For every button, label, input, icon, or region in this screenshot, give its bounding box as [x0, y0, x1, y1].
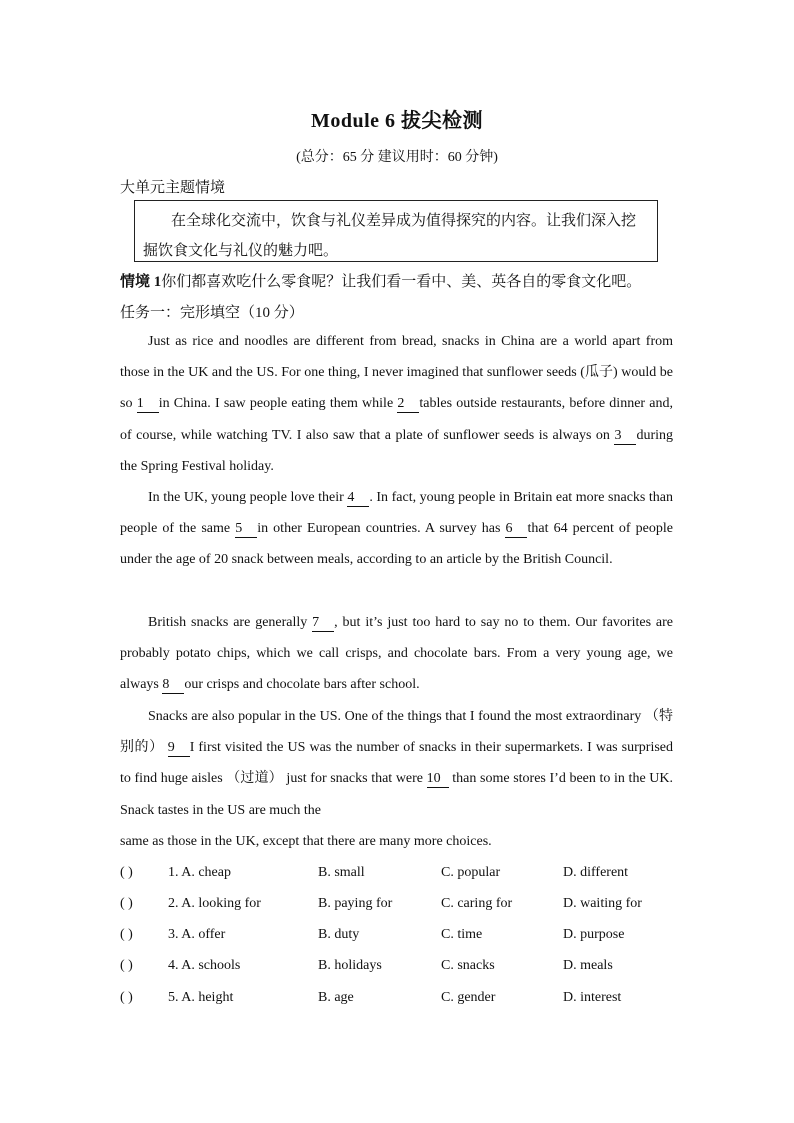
blank-3: 3: [614, 428, 636, 445]
option-c: C. popular: [441, 865, 501, 880]
answer-paren[interactable]: ( ): [120, 865, 133, 880]
task-label: 任务一：完形填空（10 分）: [120, 305, 304, 321]
page-title: Module 6 拔尖检测: [310, 110, 484, 132]
passage-text: same as those in the UK, except that there are many more choices.: [120, 833, 492, 849]
blank-1: 1: [137, 396, 159, 413]
scenario-line: [120, 270, 641, 291]
blank-5: 5: [235, 521, 257, 538]
intro-label: 大单元主题情境: [120, 180, 226, 196]
passage-text: In the UK, young people love their: [148, 490, 344, 505]
option-a: 3. A. offer: [168, 927, 226, 942]
passage-text: Snacks are also popular in the US. One of the things that I found the most extraordinary （特别的）: [120, 709, 673, 756]
blank-10: 10: [427, 771, 449, 788]
option-b: B. small: [318, 865, 365, 880]
option-d: D. waiting for: [563, 896, 642, 911]
option-d: D. purpose: [563, 927, 625, 942]
blank-9: 9: [168, 740, 190, 757]
intro-box: [134, 200, 658, 262]
intro-box-text: 在全球化交流中，饮食与礼仪差异成为值得探究的内容。让我们深入挖掘饮食文化与礼仪的魅力吧。: [143, 213, 637, 259]
scenario-text: 你们都喜欢吃什么零食呢？让我们看一看中、美、英各自的零食文化吧。: [161, 274, 642, 290]
blank-4: 4: [347, 490, 369, 507]
passage-text: I first visited the US was the number of snacks in their supermarkets. I was surprised to find huge aisles （过道） just for snacks that were: [120, 740, 673, 787]
option-c: C. snacks: [441, 958, 495, 973]
passage-paragraph-4: [120, 701, 673, 857]
passage-paragraph-2: [120, 482, 673, 576]
passage-text: in other European countries. A survey has: [257, 521, 501, 537]
option-a: 5. A. height: [168, 990, 234, 1005]
option-a: 1. A. cheap: [168, 865, 231, 880]
answer-paren[interactable]: ( ): [120, 896, 133, 911]
blank-6: 6: [505, 521, 527, 538]
answer-paren[interactable]: ( ): [120, 927, 133, 942]
option-b: B. holidays: [318, 958, 382, 973]
passage-paragraph-3: [120, 607, 673, 701]
passage-text: our crisps and chocolate bars after school.: [184, 677, 420, 693]
blank-8: 8: [162, 677, 184, 694]
passage-text: British snacks are generally: [148, 615, 308, 630]
option-b: B. paying for: [318, 896, 393, 911]
answer-paren[interactable]: ( ): [120, 958, 133, 973]
option-c: C. time: [441, 927, 483, 942]
passage-text: during the Spring Festival holiday.: [120, 427, 674, 474]
blank-2: 2: [397, 396, 419, 413]
passage-text: , but it’s just too hard to say no to them. Our favorites are probably potato chips, which we call crisps, and chocolate bars. From a very young age, we always: [120, 615, 673, 693]
passage-paragraph-1: [120, 326, 673, 482]
option-c: C. caring for: [441, 896, 513, 911]
option-d: D. meals: [563, 958, 613, 973]
option-a: 2. A. looking for: [168, 896, 261, 911]
passage-text: tables outside restaurants, before dinner and, of course, while watching TV. I also saw that a plate of sunflower seeds is always on: [120, 396, 674, 443]
page-subtitle: (总分：65 分 建议用时：60 分钟): [296, 150, 498, 165]
passage-text: in China. I saw people eating them while: [158, 396, 394, 412]
option-d: D. different: [563, 865, 629, 880]
option-c: C. gender: [441, 990, 496, 1005]
option-d: D. interest: [563, 990, 622, 1005]
passage-text: . In fact, young people in Britain eat more snacks than people of the same: [120, 490, 674, 537]
passage-text: that 64 percent of people under the age of 20 snack between meals, according to an article by the British Council.: [120, 521, 673, 568]
scenario-label: 情境 1: [120, 274, 162, 290]
answer-paren[interactable]: ( ): [120, 990, 133, 1005]
option-b: B. age: [318, 990, 354, 1005]
blank-7: 7: [312, 615, 334, 632]
passage-text: than some stores I’d been to in the UK. Snack tastes in the US are much the: [120, 771, 674, 818]
passage-text: Just as rice and noodles are different from bread, snacks in China are a world apart from those in the UK and the US. For one thing, I never imagined that sunflower seeds (瓜子) would be so: [120, 334, 673, 412]
option-b: B. duty: [318, 927, 360, 942]
option-a: 4. A. schools: [168, 958, 241, 973]
